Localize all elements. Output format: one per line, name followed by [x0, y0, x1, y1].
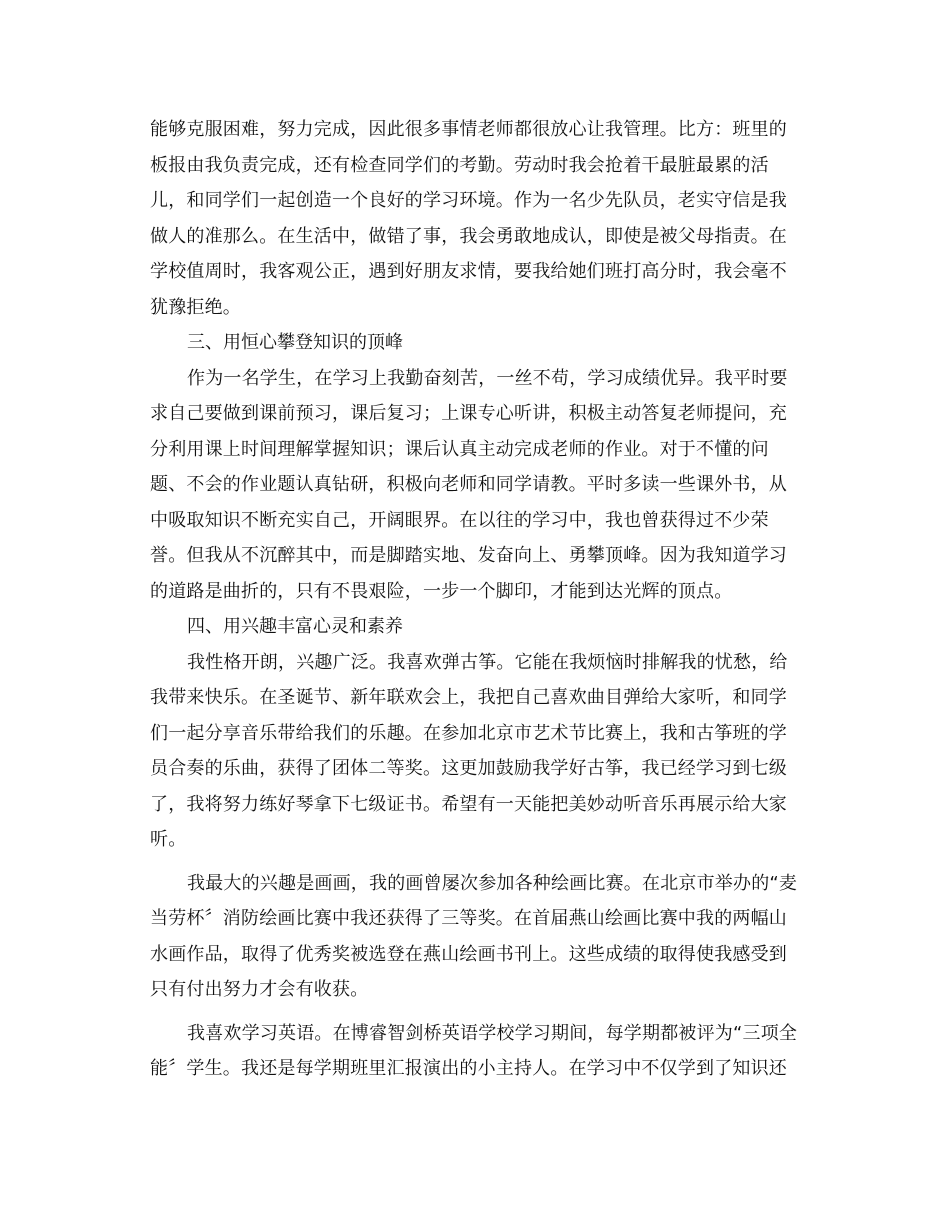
- text-line: 只有付出努力才会有收获。: [150, 979, 369, 1000]
- paragraph: [150, 1016, 800, 1087]
- text-line: 儿，和同学们一起创造一个良好的学习环境。作为一名少先队员，老实守信是我: [150, 190, 787, 211]
- text-line: 分利用课上时间理解掌握知识；课后认真主动完成老师的作业。对于不懂的问: [150, 438, 769, 460]
- text-line: 当劳杯〞消防绘画比赛中我还获得了三等奖。在首届燕山绘画比赛中我的两幅山: [150, 908, 787, 929]
- text-line: 我带来快乐。在圣诞节、新年联欢会上，我把自己喜欢曲目弹给大家听，和同学: [150, 687, 787, 708]
- text-line: 板报由我负责完成，还有检查同学们的考勤。劳动时我会抢着干最脏最累的活: [150, 154, 769, 176]
- text-line: 水画作品，取得了优秀奖被选登在燕山绘画书刊上。这些成绩的取得使我感受到: [150, 943, 787, 965]
- text-line: 学校值周时，我客观公正，遇到好朋友求情，要我给她们班打高分时，我会毫不: [150, 261, 787, 282]
- text-line: 听。: [150, 829, 187, 850]
- text-line: 我性格开朗，兴趣广泛。我喜欢弹古筝。它能在我烦恼时排解我的忧愁，给: [187, 651, 788, 673]
- text-line: 求自己要做到课前预习，课后复习；上课专心听讲，积极主动答复老师提问，充: [150, 403, 787, 424]
- text-line: 了，我将努力练好琴拿下七级证书。希望有一天能把美妙动听音乐再展示给大家: [150, 793, 787, 815]
- paragraph: [150, 866, 800, 1008]
- text-line: 们一起分享音乐带给我们的乐趣。在参加北京市艺术节比赛上，我和古筝班的学: [150, 722, 787, 744]
- text-line: 能〞学生。我还是每学期班里汇报演出的小主持人。在学习中不仅学到了知识还: [150, 1058, 787, 1079]
- text-line: 誉。但我从不沉醉其中，而是脚踏实地、发奋向上、勇攀顶峰。因为我知道学习: [150, 545, 787, 566]
- text-line: 能够克服困难，努力完成，因此很多事情老师都很放心让我管理。比方：班里的: [150, 119, 787, 140]
- text-line: 作为一名学生，在学习上我勤奋刻苦，一丝不苟，学习成绩优异。我平时要: [187, 367, 788, 389]
- text-line: 我最大的兴趣是画画，我的画曾屡次参加各种绘画比赛。在北京市举办的“麦: [187, 872, 798, 894]
- section-heading: 三、用恒心攀登知识的顶峰: [187, 332, 403, 353]
- text-line: 员合奏的乐曲，获得了团体二等奖。这更加鼓励我学好古筝，我已经学习到七级: [150, 758, 787, 779]
- paragraph: [150, 645, 800, 858]
- text-line: 犹豫拒绝。: [150, 296, 241, 318]
- text-line: 中吸取知识不断充实自己，开阔眼界。在以往的学习中，我也曾获得过不少荣: [150, 509, 769, 531]
- text-line: 做人的准那么。在生活中，做错了事，我会勇敢地成认，即使是被父母指责。在: [150, 225, 787, 247]
- text-line: 题、不会的作业题认真钻研，积极向老师和同学请教。平时多读一些课外书，从: [150, 474, 787, 495]
- text-line: 的道路是曲折的，只有不畏艰险，一步一个脚印，才能到达光辉的顶点。: [150, 580, 733, 602]
- paragraph: [150, 361, 800, 610]
- text-line: 我喜欢学习英语。在博睿智剑桥英语学校学习期间，每学期都被评为“三项全: [187, 1022, 798, 1044]
- paragraph: [150, 112, 800, 325]
- section-heading: 四、用兴趣丰富心灵和素养: [187, 616, 403, 637]
